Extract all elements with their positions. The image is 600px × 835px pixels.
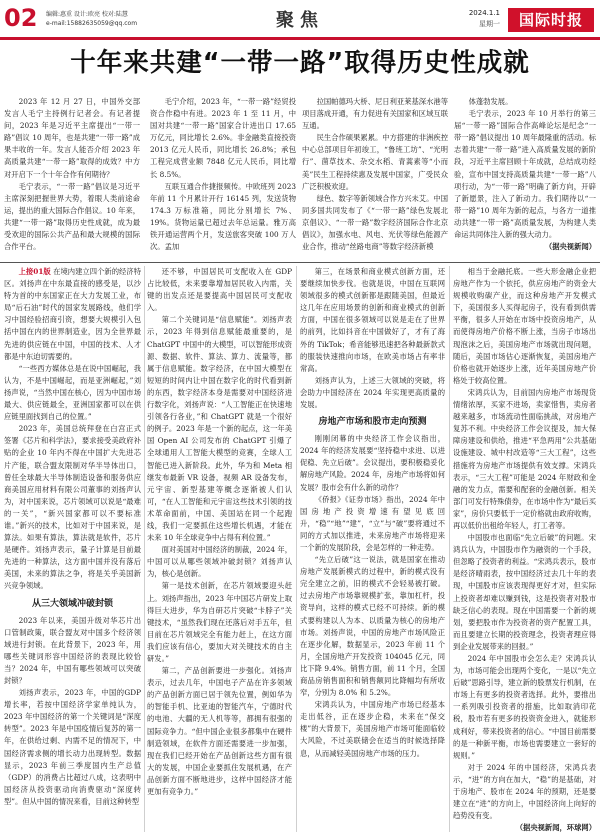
subheading: 房地产市场和股市走向预测 <box>318 417 427 428</box>
paragraph: 2023 年 12 月 27 日，中国外交部发言人毛宁主持例行记者会。有记者提问，2023 年是习近平主席提出“一带一路”倡议 10 周年，也是共建“一带一路”成果丰收的一年。发言人能否介绍 2023 年高质量共建“一带一路”取得的成效？中方对开启下一个十年合作有何期待？ <box>4 97 140 179</box>
weekday-text: 星期一 <box>479 20 500 28</box>
paragraph: 宋鸿兵认为，目前国内房地产市场现货情绪浓厚，买家不进场，卖家惜售，卖房者越来越多，市场流动性面临挑战，对房地产复苏不利。中央经济工作会议提及，加大保障房建设和供给，推进“平急两用”公共基础设施建设、城中村改造等“三大工程”，这些措施将为房地产市场提供有效支撑。宋鸿兵表示，“三大工程”可能是 2024 年财政和金融的发力点，需要和配套的金融创新。相关部门可发行特殊债券，在市场中作为“最后买家”，房价只要低于一定价格就由政府收购，再以低价出租给年轻人，打工者等。 <box>453 387 596 530</box>
paragraph: 刚刚闭幕的中央经济工作会议指出，2024 年的经济发展要“坚持稳中求进、以进促稳、先立后破”。会议提出，要积极稳妥化解房地产风险。2024 年，房地产市场将如何发展？股市会有什么新的动作？ <box>300 434 445 492</box>
paragraph: 相当于金融托底。一些大形金融企业把房地产作为一个依托，供应房地产的资金大规模收购碳产业，而这种房地产开发模式下，美国很多人买得起房子，没有看到供需平衡，很多人开始在市场中投资房地产，从而使得房地产价格不断上涨，当房子市场出现泡沫之后，美国房地产市场就出现问题，随后，美国市场估心逐渐恢复，美国房地产价格也就开始逐步上涨，近年美国房地产价格处于较高位置。 <box>453 267 596 385</box>
paragraph: 拉国帕德玛大桥、尼日利亚莱基深水港等项目落成开通，有力促进有关国家和区域互联互通。 <box>302 97 448 131</box>
source-credit: （据央视新闻，环球网） <box>515 823 596 832</box>
paragraph: 第三，在场景和商业模式创新方面，还要继续加快步伐。也就是说，中国在互联网领域很多的模式创新都是跟随美国，但最近这几年在应用场景的创新和商业模式的创新方面，中国在很多领域可以说是走在了世界的前列，比如抖音在中国做好了，才有了海外的 TikTok；希音能够迅速把各种最新款式的服装快速推向市场，在欧美市场占有率非常高。 <box>300 267 445 373</box>
header-divider <box>0 37 600 40</box>
paragraph: 毛宁表示，“一带一路”倡议是习近平主席深刻把握世界大势，着眼人类前途命运，提出的重大国际合作倡议。10 年来，共建“一带一路”取得历史性成就，成为最受欢迎的国际公共产品和最大规模的国际合作平台。 <box>4 181 140 252</box>
article-top-column-2 <box>150 96 296 253</box>
paragraph: 互联互通合作捷报频传。中欧班列 2023 年前 11 个月累计开行 16145 列，发送货物 174.3 万标准箱，同比分别增长 7%、19%。货物运量已超过去年总运量。雅万高铁开通运营两个月，发送旅客突破 100 万人次。孟加 <box>150 181 296 252</box>
editor-credits: 编辑:惠重 设计:欧亮 校对:陆慧 <box>46 11 128 18</box>
continued-from-marker: 上接01版 <box>18 267 51 276</box>
paragraph: 刘扬声表示，2023 年，中国的GDP 增长率，若按中国经济学家单纯认为，2023 年中国经济的第一个关键词是“深度转型”。2023 年是中国疫情后复苏的第一年，在供给过剩、内需不足的情况下，中国经济需求侧的增长动力出现转型。数据显示，2023 年前三季度国内生产总值（GDP）的消费占比超过八成，这表明中国经济从投资驱动向消费驱动“深度转型”。但从中国的情况来看，目前这种转型 <box>4 688 141 806</box>
article-bottom-column-2 <box>147 266 292 832</box>
article-bottom-column-4 <box>453 266 596 832</box>
paragraph: 刘扬声认为，上述三大领域的突破，将会助力中国经济在 2024 年实现更高质量的发展。 <box>300 375 445 410</box>
paragraph: 第一是技术创新，在芯片领域要迎头赶上。刘扬声指出，2023 年中国芯片研发上取得巨大进步，华为自研芯片突破“卡脖子”关键技术，“虽然我们现在还落后对手五年，但目前在芯片领域完全有能力赶上，在这方面我们应该有信心，要加大对关键技术的自主研发。” <box>147 581 292 663</box>
source-credit: （据央视新闻） <box>544 242 596 252</box>
section-divider <box>0 262 600 263</box>
paragraph: 《侨报》《证券市场》指出，2024 年中国房地产投资增速有望见底回升，“稳”“地”“建”，“立”与“破”要将通过不同的方式加以推进，未来房地产市场将迎来一个新的发展阶段，会是怎样的一种走势。 <box>300 494 445 552</box>
paragraph: “一些西方媒体总是在说中国崛起，我认为，不是中国崛起，而是亚洲崛起，”刘扬声说，“当然中国在核心，因为中国市场最大、供应链最全，亚洲国家都可以在供应链里面找到自己的位置。” <box>4 363 141 422</box>
paragraph: 面对美国对中国经济的制裁，2024 年，中国可以从哪些领域冲破封锁？刘扬声认为，核心是创新。 <box>147 545 292 579</box>
paragraph: 体蓬勃发展。 <box>468 97 513 106</box>
page-number: 02 <box>4 4 38 32</box>
editor-info <box>46 10 166 28</box>
paragraph: “先立后破”这一说法，就是国家在推动房地产发展新模式的过程中，新的模式没有完全建立之前，旧的模式不会轻易被打破。过去房地产市场靠规模扩张，靠加杠杆，投资导向，这样的模式已经不可持续。新的模式要构建以人为本、以质量为核心的房地产市场。刘扬声说，中国的房地产市场风险正在逐步化解，数据显示，2023 年前 11 个月，全国房地产开发投资 104045 亿元，同比下降 9.4%。销售方面，前 11 个月，全国商品房销售面积和销售额同比降幅均有所收窄，分别为 8.0% 和 5.2%。 <box>300 555 445 698</box>
section-title: 聚焦 <box>276 10 324 31</box>
paragraph: 毛宁表示，2023 年 10 月举行的第三届“一带一路”国际合作高峰论坛是纪念“一带一路”倡议提出 10 周年最隆重的活动。标志着共建“一带一路”进入高质量发展的新阶段，习近平主席回顾十年成就，总结成功经验，宣布中国支持高质量共建“一带一路”八项行动，为“一带一路”明确了新方向，开辟了新愿景，注入了新动力。我们期待以“一带一路”10 周年为新的起点，与各方一道推动共建“一带一路”高质量发展，为构建人类命运共同体注入新的强大动力。 <box>454 109 596 240</box>
page-header <box>0 0 600 38</box>
paragraph: 2024 年中国股市会怎么走？宋鸿兵认为，市场可能会出现两个变化，一是以“先立后破”思路引导，建立新的股票发行机制，在市场上有更多的投资者选择。此外，要推出一系列吸引投资者的措施，比如取消印花税，股市若有更多的投资资金进入，就能形成利好，带来投资者的信心。“中国目前需要的是一种新平衡，市场也需要建立一套好的规则。” <box>453 654 596 760</box>
paragraph: 2023 年以来，美国升级对华芯片出口管制政策，联合盟友对中国多个经济领域进行封锁。在此背景下，2023 年，用哪些关键词形容中国经济的表现比较恰当？2024 年，中国有哪些领域可以突破封锁？ <box>4 615 141 685</box>
paragraph: 中国股市也面临“先立后破”的问题。宋鸿兵认为，中国股市作为融资的一个手段，但忽略了投资者的利益。“宋鸿兵表示，股市是经济晴雨表，按中国经济过去几十年的表现，中国股市应该表现得更好才对，但实际上投资者却难以赚到钱，这是投资者对股市缺乏信心的表现。现在中国需要一个新的规划，要把股市作为投资者的资产配置工具，而且要建立长期的投资理念，投资者理应得到企业发展带来的回报。” <box>453 533 596 651</box>
column-divider <box>144 266 145 832</box>
paragraph: 民生合作硕果累累。中方搭建的非洲疾控中心总部项目年初竣工，“鲁班工坊”、“光明行”、菌草技术、杂交水稻、青蒿素等“小而美”民生工程持续惠及发展中国家，广受民众广泛积极欢迎。 <box>302 133 448 191</box>
paragraph: 第二，产品创新要进一步强化。刘扬声表示，过去几年，中国电子产品在许多领域的产品创新方面已居于领先位置，例如华为的智能手机、比亚迪的智能汽车，宁德时代的电池、大疆的无人机等等，都拥有很强的国际竞争力。“但中国企业很多都集中在硬件制造领域，在软件方面还需要进一步加强，现在我们已经开始在产品创新这些方面有很大的发展，中国企业要抓住发展机遇，在产品创新方面不断地进步，这样中国经济才能更加有竞争力。” <box>147 666 292 797</box>
editor-email: e-mail:15882635059@qq.com <box>46 20 138 27</box>
subheading: 从三大领域冲破封锁 <box>31 598 113 609</box>
paragraph: 还不够，中国居民可支配收入在 GDP 占比较低，未来要靠增加居民收入内需，关键的出发点还是要提高中国居民可支配收入。 <box>147 267 292 313</box>
paragraph: 毛宁介绍，2023 年，“一带一路”经贸投资合作稳中有进。2023 年 1 至 11 月，中国对共建“一带一路”国家合计进出口 17.65 万亿元，同比增长 2.6%。非金融类直接投资 2013 亿元人民币，同比增长 26.8%；承包工程完成营业额 7848 亿元人民币，同比增长 8.5%。 <box>150 97 296 179</box>
paragraph: 2023 年，美国总统拜登在白宫正式签署《芯片和科学法》，要求接受美政府补贴的企业 10 年内不得在中国扩大先进芯片产能，联合盟友限制对华半导体出口，曾任全球最大半导体制造设备和服务供应商美国应用材料有限公司董事的刘扬声认为，对中国来说，芯片领域可以说是“最难的一关”，“新兴国家都可以不要标准谁。”新兴的技术，比如对于中国来说，是算法。如果有算法，算法就是软件，芯片是硬件。刘扬声表示，量子计算是目前最先进的一种算法，这方面中国并没有落后美国，未来的算法之争，将是关乎美国新兴竞争领域。 <box>4 424 141 591</box>
column-divider <box>296 266 297 832</box>
paragraph: 在境内建立四个新的经济特区。刘扬声在中东最直接的感受是，以沙特为首的中东国家正在大力发展工业，布局“后石油”时代的国家发展路线，他们学习中国经验招商引资，想要大规模引入包括中国在内的世界制造业，因为全世界最先进的供应链在中国，中国的技术、人才都是中东迫切需要的。 <box>4 267 141 361</box>
issue-date <box>452 8 500 30</box>
paragraph: 宋鸿兵认为，中国房地产市场已经基本走出低谷，正在逐步企稳，未来在“保交楼”的大背景下，美国房地产市场可能面临较大风险，不过美联储会在适当的时候选择降息，从而减轻美国房地产市场的压力。 <box>300 700 445 758</box>
article-bottom-column-1 <box>4 266 141 832</box>
article-top-column-4 <box>454 96 596 253</box>
date-text: 2024.1.1 <box>468 9 500 17</box>
paragraph: 绿色、数字等新领域合作方兴未艾。中国同多国共同发布了《“一带一路”绿色发展北京倡议》、“一带一路”数字经济国际合作北京倡议》，加强水电、风电、光伏等绿色能源产业合作，推动“丝路电商”等数字经济新模 <box>302 193 448 252</box>
main-headline: 十年来共建“一带一路”取得历史性成就 <box>70 48 530 78</box>
article-top-column-3 <box>302 96 448 253</box>
paragraph: 对于 2024 年的中国经济，宋鸿兵表示，“进”的方向在加大，“稳”的是基础，对于房地产、股市在 2024 年的预期，还是要建立在“进”的方向上，中国经济向上向好的趋势没有变。 <box>453 762 596 821</box>
masthead-logo: 国际时报 <box>508 8 594 32</box>
column-divider <box>449 266 450 832</box>
article-bottom-column-3 <box>300 266 445 832</box>
article-top-column-1 <box>4 96 140 253</box>
paragraph: 第二个关键词是“信息赋能”。刘扬声表示，2023 年得到信息赋能最重要的，是 ChatGPT 中国中的大模型，可以智能形成资源、数据、软件、算法、算力、流量等，都属于信息赋能。数字经济，在中国大模型在短短的时间内让中国在数字化的时代看到新的东西，数字经济本身是需要对中国经济进行数字化，刘扬声说：“人工智能正在快速地引领各行各业，”和 ChatGPT 就是一个很好的例子。2023 年是一个新的起点，这一年美国 Open AI 公司发布的 ChatGPT 引爆了全球通用人工智能大模型的竞赛，全球人工智能已进入新阶段。此外，华为和 Meta 相继发布最新 VR 设备，视频 AR 设备发布，元宇宙、新型基建等概念逐渐被人们认可，“在人工智能和元宇宙这些技术引领的技术革命面前，中国、美国站在同一个起跑线，我们一定要抓住这些增长机遇，才能在未来 10 年全球竞争中占得有利位置。” <box>147 315 292 543</box>
